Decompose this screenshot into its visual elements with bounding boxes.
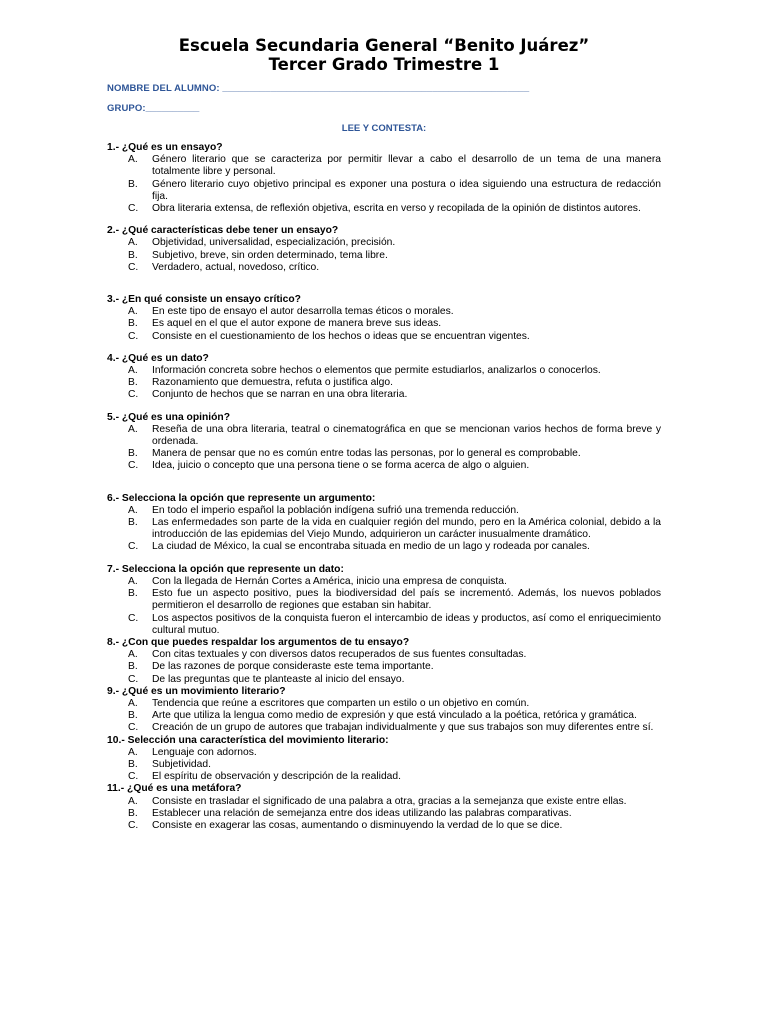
option-letter: A. xyxy=(128,237,138,249)
question-list xyxy=(107,142,661,832)
answer-option xyxy=(107,424,661,448)
question-title: 1.- ¿Qué es un ensayo? xyxy=(107,142,223,153)
document-header xyxy=(0,36,768,74)
option-text: Conjunto de hechos que se narran en una obra literaria. xyxy=(152,389,408,401)
option-text: El espíritu de observación y descripción de la realidad. xyxy=(152,771,401,783)
option-letter: C. xyxy=(128,771,139,783)
option-letter: A. xyxy=(128,504,138,516)
answer-option xyxy=(107,331,661,343)
option-letter: B. xyxy=(128,318,138,330)
option-text: Objetividad, universalidad, especialización, precisión. xyxy=(152,237,396,249)
option-letter: C. xyxy=(128,612,139,624)
answer-option xyxy=(107,237,661,249)
answer-option xyxy=(107,649,661,661)
question-11 xyxy=(107,783,661,832)
question-9 xyxy=(107,686,661,735)
answer-option xyxy=(107,460,661,472)
option-text: Los aspectos positivos de la conquista fueron el intercambio de ideas y productos, así como el enriquecimiento cultural mutuo. xyxy=(152,612,661,636)
answer-option xyxy=(107,377,661,389)
answer-option xyxy=(107,747,661,759)
grade-title: Tercer Grado Trimestre 1 xyxy=(268,55,500,74)
option-letter: C. xyxy=(128,541,139,553)
instructions: LEE Y CONTESTA: xyxy=(341,123,427,134)
question-title: 11.- ¿Qué es una metáfora? xyxy=(107,783,242,795)
question-title: 4.- ¿Qué es un dato? xyxy=(107,352,209,364)
option-letter: B. xyxy=(128,758,138,770)
option-text: Información concreta sobre hechos o elementos que permite estudiarlos, analizarlos o conocerlos. xyxy=(152,365,601,377)
question-title: 9.- ¿Qué es un movimiento literario? xyxy=(107,685,286,697)
option-letter: A. xyxy=(128,649,138,661)
option-text: Idea, juicio o concepto que una persona tiene o se forma acerca de algo o alguien. xyxy=(152,460,530,472)
option-text: Con la llegada de Hernán Cortes a América, inicio una empresa de conquista. xyxy=(152,575,507,587)
option-text: Manera de pensar que no es común entre todas las personas, por lo general es comprobable. xyxy=(152,448,581,460)
answer-option xyxy=(107,722,661,734)
answer-option xyxy=(107,505,661,517)
option-text: Consiste en trasladar el significado de una palabra a otra, gracias a la semejanza que existe entre ellas. xyxy=(152,795,627,807)
answer-option xyxy=(107,448,661,460)
option-letter: B. xyxy=(128,448,138,460)
option-text: Subjetivo, breve, sin orden determinado, tema libre. xyxy=(152,249,388,261)
answer-option xyxy=(107,203,661,215)
answer-option xyxy=(107,365,661,377)
option-text: Género literario cuyo objetivo principal es exponer una postura o idea siguiendo una estructura de redacción fija. xyxy=(152,178,661,202)
answer-option xyxy=(107,262,661,274)
question-title: 10.- Selección una característica del movimiento literario: xyxy=(107,734,389,746)
answer-option xyxy=(107,517,661,541)
question-2 xyxy=(107,225,661,274)
group-field: GRUPO:__________ xyxy=(107,103,200,114)
answer-option xyxy=(107,613,661,637)
question-title: 5.- ¿Qué es una opinión? xyxy=(107,411,230,423)
question-6 xyxy=(107,493,661,554)
option-text: De las razones de porque consideraste este tema importante. xyxy=(152,661,434,673)
option-text: Razonamiento que demuestra, refuta o justifica algo. xyxy=(152,377,393,389)
option-letter: A. xyxy=(128,746,138,758)
answer-option xyxy=(107,759,661,771)
option-text: Tendencia que reúne a escritores que comparten un estilo o un objetivo en común. xyxy=(152,697,530,709)
option-text: Arte que utiliza la lengua como medio de expresión y que está vinculado a la poética, retórica y gramática. xyxy=(152,710,637,722)
option-text: Reseña de una obra literaria, teatral o cinematográfica en que se mencionan varios hechos de forma breve y ordenada. xyxy=(152,423,661,448)
answer-option xyxy=(107,154,661,178)
question-7 xyxy=(107,564,661,637)
option-text: En todo el imperio español la población indígena sufrió una tremenda reducción. xyxy=(152,504,519,516)
question-10 xyxy=(107,735,661,784)
answer-option xyxy=(107,179,661,203)
option-text: Obra literaria extensa, de reflexión objetiva, escrita en verso y recopilada de la opinión de distintos autores. xyxy=(152,203,641,215)
question-title: 8.- ¿Con que puedes respaldar los argumentos de tu ensayo? xyxy=(107,636,410,648)
answer-option xyxy=(107,808,661,820)
answer-option xyxy=(107,541,661,553)
answer-option xyxy=(107,306,661,318)
option-text: Género literario que se caracteriza por permitir llevar a cabo el desarrollo de un tema de una manera totalmente libre y personal. xyxy=(152,154,661,178)
answer-option xyxy=(107,389,661,401)
option-text: Consiste en exagerar las cosas, aumentando o disminuyendo la verdad de lo que se dice. xyxy=(152,819,563,831)
option-letter: A. xyxy=(128,306,138,318)
question-1 xyxy=(107,142,661,215)
option-text: Las enfermedades son parte de la vida en cualquier región del mundo, pero en la América colonial, debido a la introducción de las epidemias del Viejo Mundo, adquirieron un carácter inusualmente dramático. xyxy=(152,517,661,541)
answer-option xyxy=(107,796,661,808)
option-letter: B. xyxy=(128,249,138,261)
option-text: Creación de un grupo de autores que trabajan individualmente y que sus trabajos son muy diferentes entre sí. xyxy=(152,722,654,734)
answer-option xyxy=(107,318,661,330)
option-letter: C. xyxy=(128,819,139,831)
answer-option xyxy=(107,674,661,686)
option-letter: B. xyxy=(128,588,138,600)
question-title: 3.- ¿En qué consiste un ensayo crítico? xyxy=(107,294,301,306)
option-letter: A. xyxy=(128,423,138,435)
option-letter: C. xyxy=(128,460,139,472)
question-3 xyxy=(107,294,661,343)
option-letter: B. xyxy=(128,178,138,190)
option-text: Esto fue un aspecto positivo, pues la biodiversidad del país se incrementó. Además, los nuevos poblados permitieron el desarrollo de regiones que estaban sin habitar. xyxy=(152,588,661,612)
option-text: Con citas textuales y con diversos datos recuperados de sus fuentes consultadas. xyxy=(152,649,527,661)
answer-option xyxy=(107,250,661,262)
question-8 xyxy=(107,637,661,686)
option-letter: B. xyxy=(128,661,138,673)
answer-option xyxy=(107,588,661,612)
option-text: Consiste en el cuestionamiento de los hechos o ideas que se encuentran vigentes. xyxy=(152,330,530,342)
question-title: 2.- ¿Qué características debe tener un ensayo? xyxy=(107,225,339,237)
answer-option xyxy=(107,661,661,673)
option-letter: B. xyxy=(128,517,138,529)
student-name-field: NOMBRE DEL ALUMNO: _________________________________________________________ xyxy=(107,83,530,94)
option-text: Lenguaje con adornos. xyxy=(152,746,257,758)
option-letter: C. xyxy=(128,203,139,215)
option-letter: B. xyxy=(128,710,138,722)
option-letter: C. xyxy=(128,389,139,401)
option-letter: C. xyxy=(128,261,139,273)
option-letter: C. xyxy=(128,673,139,685)
option-letter: A. xyxy=(128,154,138,166)
school-title: Escuela Secundaria General “Benito Juárez” xyxy=(178,36,590,55)
question-title: 6.- Selecciona la opción que represente un argumento: xyxy=(107,492,376,504)
question-title: 7.- Selecciona la opción que represente un dato: xyxy=(107,563,344,575)
answer-option xyxy=(107,771,661,783)
option-letter: A. xyxy=(128,365,138,377)
option-text: La ciudad de México, la cual se encontraba situada en medio de un lago y rodeada por canales. xyxy=(152,541,590,553)
answer-option xyxy=(107,576,661,588)
option-text: Es aquel en el que el autor expone de manera breve sus ideas. xyxy=(152,318,442,330)
option-text: Verdadero, actual, novedoso, crítico. xyxy=(152,261,320,273)
option-letter: B. xyxy=(128,807,138,819)
answer-option xyxy=(107,820,661,832)
question-5 xyxy=(107,412,661,473)
option-text: Subjetividad. xyxy=(152,758,211,770)
answer-option xyxy=(107,710,661,722)
option-letter: C. xyxy=(128,330,139,342)
option-letter: A. xyxy=(128,795,138,807)
question-4 xyxy=(107,353,661,402)
option-text: De las preguntas que te planteaste al inicio del ensayo. xyxy=(152,673,405,685)
option-letter: A. xyxy=(128,697,138,709)
option-text: Establecer una relación de semejanza entre dos ideas utilizando las palabras comparativas. xyxy=(152,807,572,819)
option-letter: A. xyxy=(128,575,138,587)
option-text: En este tipo de ensayo el autor desarrolla temas éticos o morales. xyxy=(152,306,454,318)
option-letter: C. xyxy=(128,722,139,734)
answer-option xyxy=(107,698,661,710)
option-letter: B. xyxy=(128,377,138,389)
